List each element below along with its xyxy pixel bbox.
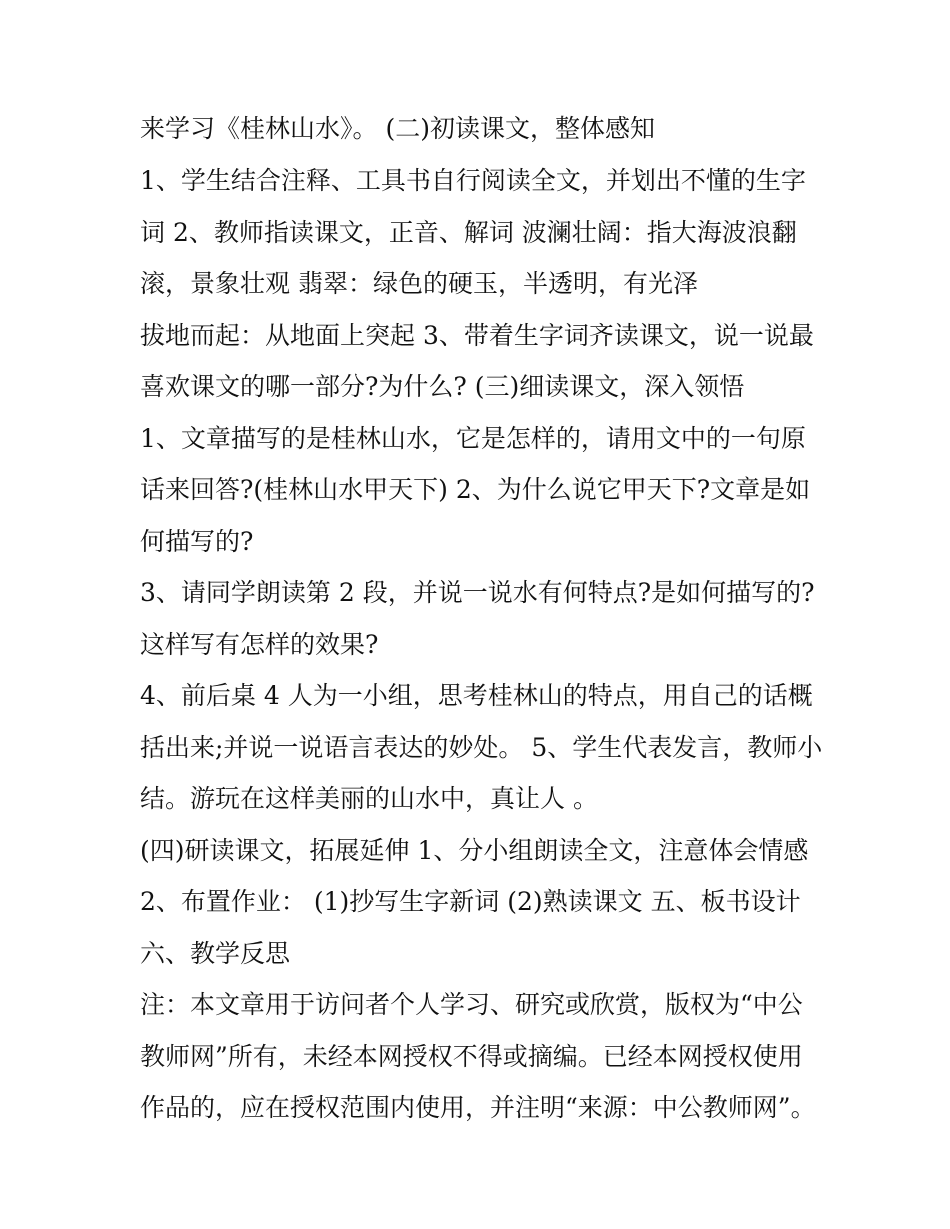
text-line: 拔地而起：从地面上突起 3、带着生字词齐读课文，说一说最	[140, 321, 814, 350]
text-line: 作品的，应在授权范围内使用，并注明“来源：中公教师网”。	[140, 1093, 816, 1122]
text-line: 1、学生结合注释、工具书自行阅读全文，并划出不懂的生字	[140, 166, 806, 195]
text-line: 词 2、教师指读课文，正音、解词 波澜壮阔：指大海波浪翻	[140, 218, 797, 247]
text-line: 4、前后桌 4 人为一小组，思考桂林山的特点，用自己的话概	[140, 681, 813, 710]
text-line: 话来回答?(桂林山水甲天下) 2、为什么说它甲天下?文章是如	[140, 475, 811, 504]
text-line: 3、请同学朗读第 2 段，并说一说水有何特点?是如何描写的?	[140, 578, 815, 607]
text-line: 教师网”所有，未经本网授权不得或摘编。已经本网授权使用	[140, 1042, 803, 1071]
text-line: 这样写有怎样的效果?	[140, 630, 379, 659]
text-line: 注：本文章用于访问者个人学习、研究或欣赏，版权为“中公	[140, 990, 803, 1019]
text-line: 结。游玩在这样美丽的山水中，真让人 。	[140, 784, 598, 813]
text-line: 滚，景象壮观 翡翠：绿色的硬玉，半透明，有光泽	[140, 269, 698, 298]
text-line: 括出来;并说一说语言表达的妙处。 5、学生代表发言，教师小	[140, 733, 823, 762]
text-line: (四)研读课文，拓展延伸 1、分小组朗读全文，注意体会情感	[140, 836, 809, 865]
text-line: 1、文章描写的是桂林山水，它是怎样的，请用文中的一句原	[140, 424, 806, 453]
text-line: 喜欢课文的哪一部分?为什么? (三)细读课文，深入领悟	[140, 372, 745, 401]
text-line: 2、布置作业： (1)抄写生字新词 (2)熟读课文 五、板书设计	[140, 887, 801, 916]
text-line: 六、教学反思	[140, 939, 291, 968]
text-line: 来学习《桂林山水》。 (二)初读课文，整体感知	[140, 114, 655, 143]
text-line: 何描写的?	[140, 527, 254, 556]
